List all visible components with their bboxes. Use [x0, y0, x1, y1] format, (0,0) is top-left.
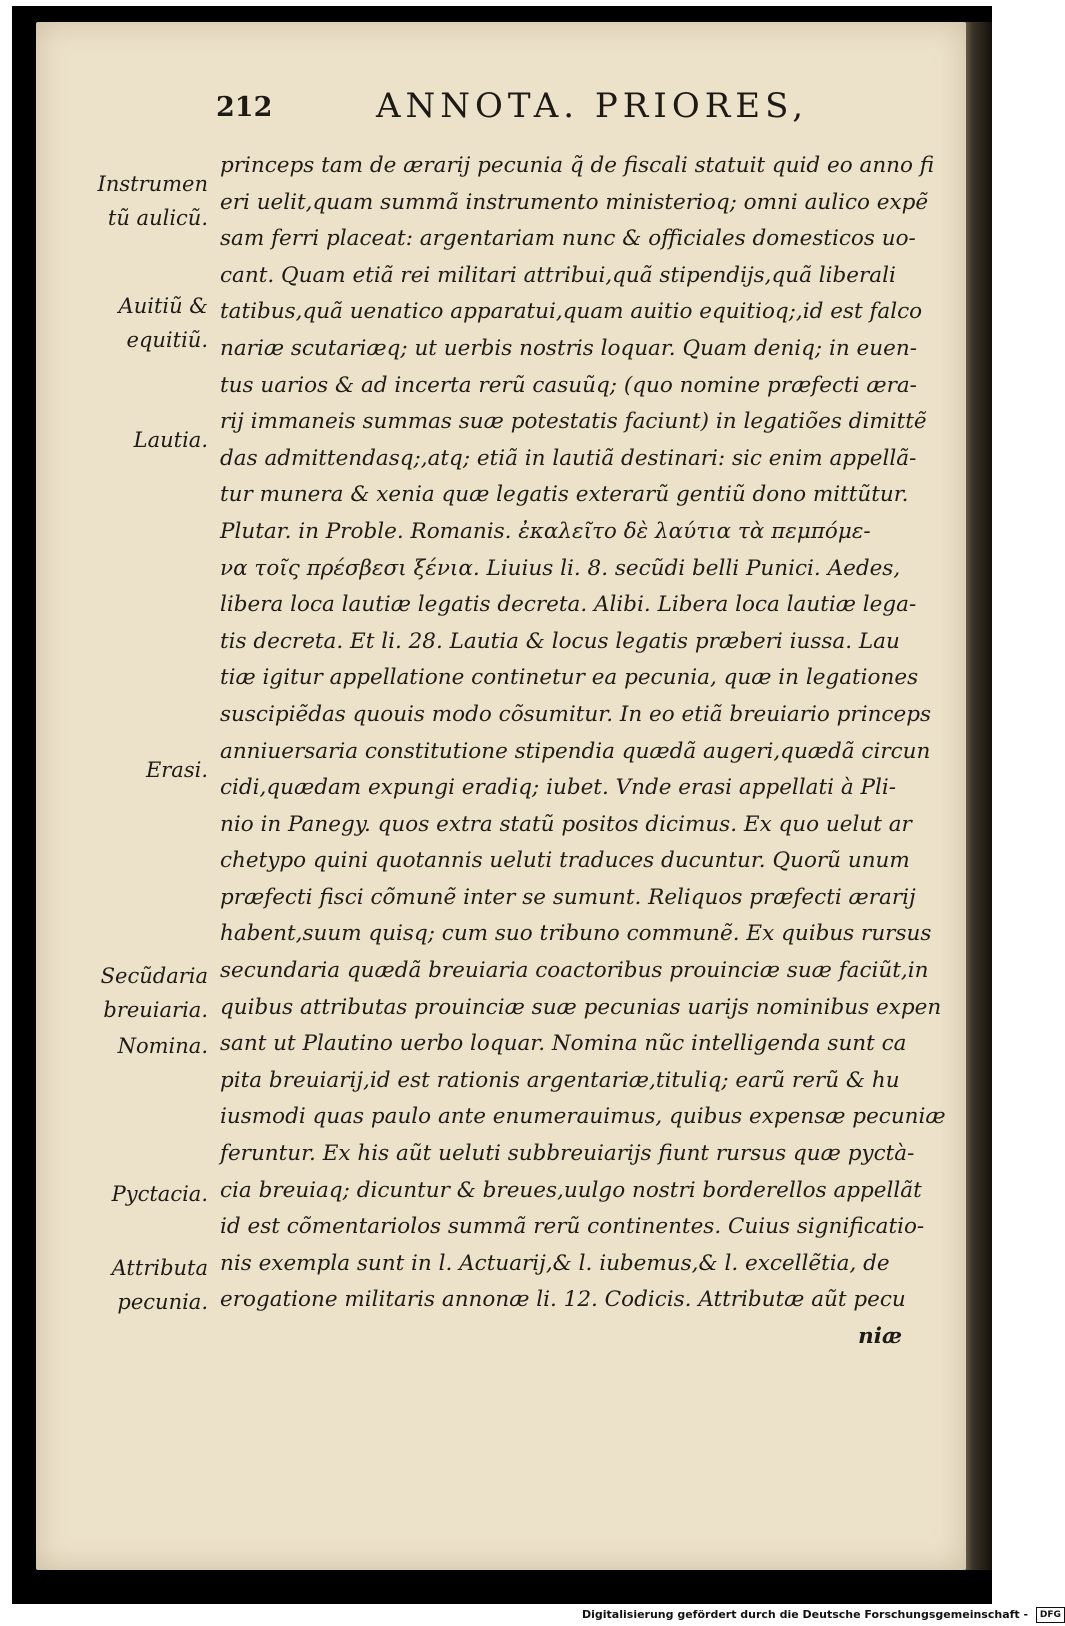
marginal-note: Instrumen	[97, 172, 208, 196]
digitization-credit	[582, 1606, 1065, 1624]
text-line: cia breuiaq; dicuntur & breues,uulgo nostri borderellos appellãt	[220, 1177, 922, 1203]
text-line: erogatione militaris annonæ li. 12. Codicis. Attributæ aũt pecu	[220, 1287, 906, 1313]
text-line: nis exempla sunt in l. Actuarij,& l. iubemus,& l. excellẽtia, de	[220, 1250, 890, 1276]
text-line: cant. Quam etiã rei militari attribui,quã stipendijs,quã liberali	[220, 262, 896, 288]
text-line: tis decreta. Et li. 28. Lautia & locus legatis præberi iussa. Lau	[220, 628, 900, 654]
text-line: nariæ scutariæq; ut uerbis nostris loquar. Quam deniq; in euen-	[220, 335, 917, 361]
marginal-note: Lautia.	[133, 428, 208, 452]
text-line: princeps tam de ærarij pecunia q̃ de fiscali statuit quid eo anno fi	[220, 153, 935, 178]
text-line: habent,suum quisq; cum suo tribuno communẽ. Ex quibus rursus	[220, 921, 932, 947]
text-line: tiæ igitur appellatione continetur ea pecunia, quæ in legationes	[220, 665, 919, 691]
text-line: quibus attributas prouinciæ suæ pecunias uarijs nominibus expen	[220, 994, 942, 1020]
text-line: eri uelit,quam summã instrumento ministerioq; omni aulico expẽ	[220, 189, 929, 215]
marginal-note: Auitiũ &	[118, 294, 208, 318]
text-line: anniuersaria constitutione stipendia quædã augeri,quædã circun	[220, 738, 931, 764]
marginal-note: Pyctacia.	[111, 1182, 208, 1206]
main-text-block	[220, 148, 946, 1356]
page-number: 212	[216, 92, 273, 123]
text-line: id est cõmentariolos summã rerũ continentes. Cuius significatio-	[220, 1214, 925, 1240]
marginal-note: Erasi.	[145, 758, 208, 782]
marginal-note: tũ aulicũ.	[107, 206, 208, 230]
text-line: suscipiẽdas quouis modo cõsumitur. In eo etiã breuiario princeps	[220, 701, 931, 727]
text-line: nio in Panegy. quos extra statũ positos dicimus. Ex quo uelut ar	[220, 811, 912, 837]
text-line: chetypo quini quotannis ueluti traduces ducuntur. Quorũ unum	[220, 848, 910, 874]
dfg-logo: DFG	[1036, 1607, 1065, 1623]
marginal-note: Secũdaria	[100, 964, 208, 988]
marginal-note: Nomina.	[117, 1034, 208, 1058]
text-line: rij immaneis summas suæ potestatis faciunt) in legatiões dimittẽ	[220, 409, 927, 435]
text-line: iusmodi quas paulo ante enumerauimus, quibus expensæ pecuniæ	[220, 1104, 946, 1130]
text-line: tur munera & xenia quæ legatis exterarũ gentiũ dono mittũtur.	[220, 482, 909, 508]
page-header	[216, 86, 916, 134]
text-line: να τοῖς πρέσβεσι ξένια. Liuius li. 8. secũdi belli Punici. Aedes,	[220, 555, 901, 581]
text-line: pita breuiarij,id est rationis argentariæ,tituliq; earũ rerũ & hu	[220, 1067, 900, 1093]
text-line: Plutar. in Proble. Romanis. ἐκαλεῖτο δὲ λαύτια τὰ πεμπόμε-	[220, 518, 871, 544]
text-line: sant ut Plautino uerbo loquar. Nomina nũc intelligenda sunt ca	[220, 1031, 907, 1057]
text-line: das admittendasq;,atq; etiã in lautiã destinari: sic enim appellã-	[220, 445, 917, 471]
text-line: tus uarios & ad incerta rerũ casuũq; (quo nomine præfecti æra-	[220, 372, 917, 398]
text-line: præfecti fisci cõmunẽ inter se sumunt. Reliquos præfecti ærarij	[220, 884, 916, 910]
text-line: cidi,quædam expungi eradiq; iubet. Vnde erasi appellati à Pli-	[220, 775, 896, 801]
credit-text: Digitalisierung gefördert durch die Deutsche Forschungsgemeinschaft -	[582, 1608, 1029, 1621]
marginal-note: Attributa	[111, 1256, 208, 1280]
catchword: niæ	[858, 1324, 902, 1349]
marginal-note: equitiũ.	[126, 328, 208, 352]
text-line: feruntur. Ex his aũt ueluti subbreuiarijs fiunt rursus quæ pyctà-	[220, 1141, 915, 1167]
text-line: libera loca lautiæ legatis decreta. Alibi. Libera loca lautiæ lega-	[220, 592, 917, 618]
running-head: ANNOTA. PRIORES,	[376, 86, 809, 126]
text-line: sam ferri placeat: argentariam nunc & officiales domesticos uo-	[220, 226, 916, 252]
text-line: tatibus,quã uenatico apparatui,quam auitio equitioq;,id est falco	[220, 299, 923, 325]
marginal-note: pecunia.	[117, 1290, 208, 1314]
text-line: secundaria quædã breuiaria coactoribus prouinciæ suæ faciũt,in	[220, 958, 929, 984]
marginal-note: breuiaria.	[103, 998, 208, 1022]
